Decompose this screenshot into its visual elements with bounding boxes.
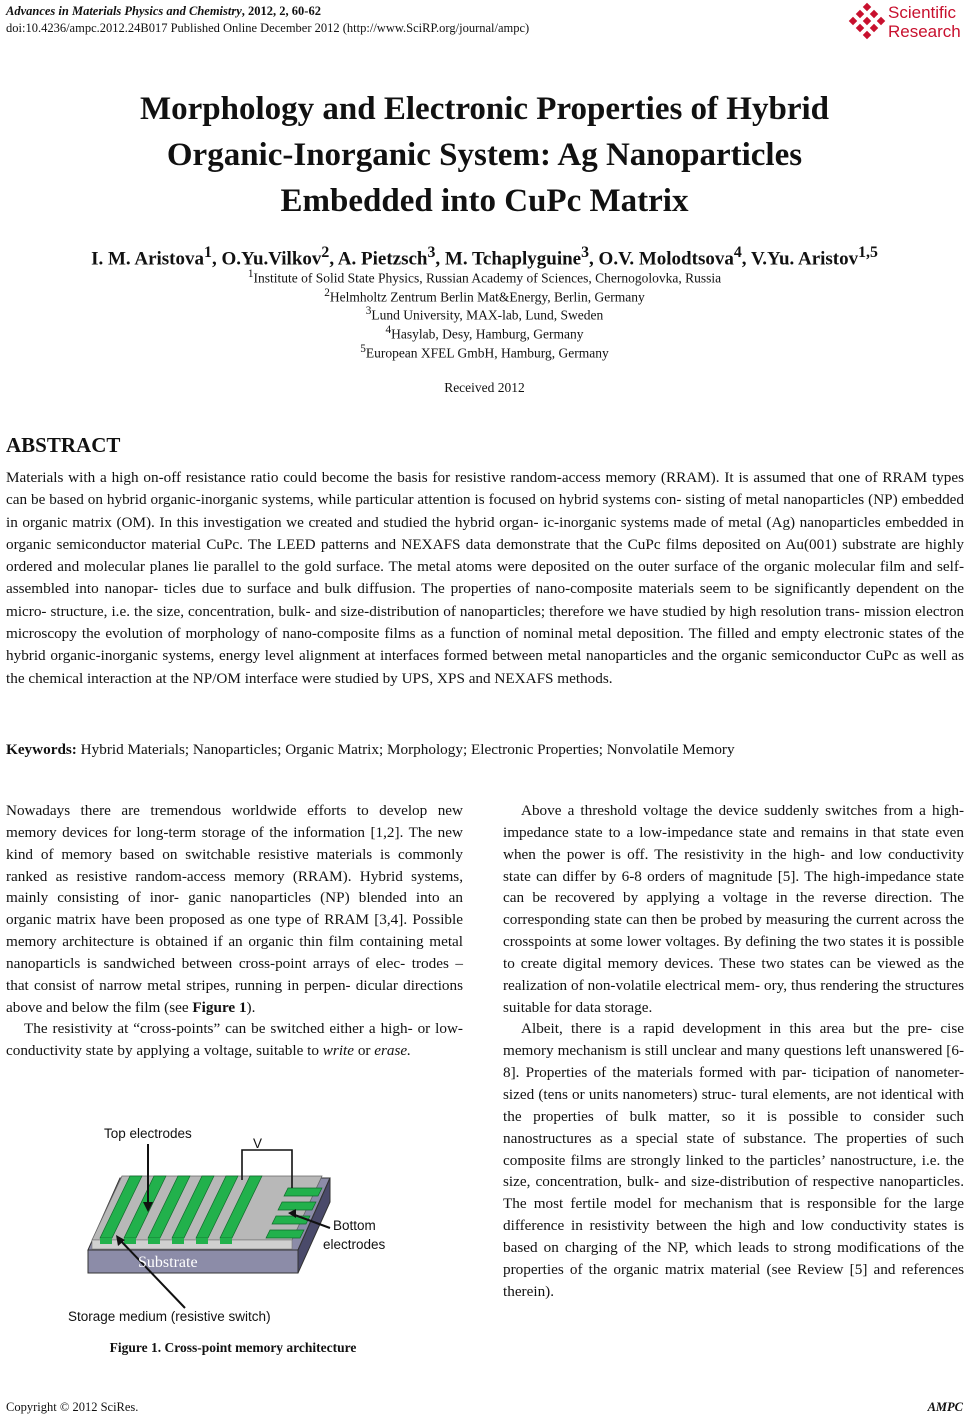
author-name: M. Tchaplyguine <box>444 248 582 270</box>
keywords-label: Keywords: <box>6 741 77 758</box>
author-sup: 3 <box>427 244 436 261</box>
text-line: unanswered [6-8]. Properties of the materials formed with par- <box>503 1042 965 1082</box>
author-sup: 2 <box>321 244 330 261</box>
affiliation-sup: 4 <box>385 324 392 336</box>
paper-title <box>0 86 969 224</box>
abstract-heading: ABSTRACT <box>6 433 121 457</box>
received-date: Received 2012 <box>444 380 525 395</box>
title-line: Embedded into CuPc Matrix <box>280 183 689 219</box>
abstract-line: ic-inorganic systems made of metal (Ag) nanoparticles embedded in organic semiconductor material CuPc. The LEED patterns and <box>6 513 965 553</box>
text-line: trodes – that consist of narrow metal stripes, running in perpen- <box>6 954 463 994</box>
text-line: responsible for the large difference in resistivity between the <box>503 1195 965 1235</box>
affiliation <box>0 287 969 306</box>
keywords-text: Hybrid Materials; Nanoparticles; Organic Matrix; Morphology; Electronic Properties; Nonvolatile Memory <box>76 741 735 758</box>
text-line: high- or low-conductivity state by applying a voltage, suitable <box>6 1020 463 1060</box>
author-name: A. Pietzsch <box>337 248 428 270</box>
affiliation-sup: 5 <box>360 343 366 355</box>
abstract-line: mission electron microscopy the evolution of morphology of nano-composite films as a function of nominal metal deposition. The <box>6 602 965 643</box>
paragraph <box>6 800 463 1018</box>
author-name: O.V. Molodtsova <box>598 248 734 270</box>
figure-caption: Figure 1. Cross-point memory architecture <box>109 1340 357 1355</box>
author-name: V.Yu. Aristov <box>750 248 859 270</box>
affiliation-text: Hasylab, Desy, Hamburg, Germany <box>391 326 584 342</box>
text-line: special state of substance. The properties of such composite <box>503 1129 965 1169</box>
affiliation-sup: 1 <box>247 268 254 280</box>
abstract-body <box>6 467 964 690</box>
text-line: Above a threshold voltage the device suddenly switches from <box>521 802 914 819</box>
affiliation-text: European XFEL GmbH, Hamburg, Germany <box>365 345 609 361</box>
label-bottom-electrodes-1: Bottom <box>333 1218 376 1233</box>
footer-journal-abbrev: AMPC <box>927 1400 963 1414</box>
text-line: new memory devices for long-term storage of the information <box>6 802 463 841</box>
author-sup: 1,5 <box>858 244 878 261</box>
diamond-logo-icon <box>848 2 886 40</box>
abstract-line: one of RRAM types can be based on hybrid organic-inorganic systems, while particular attention is focused on hybrid systems con- <box>6 469 964 509</box>
text-line: matter, so it is possible to consider such nanostructures as a <box>503 1107 964 1147</box>
label-bottom-electrodes-2: electrodes <box>323 1237 386 1252</box>
text-line: nanoparticls is sandwiched between cross-point arrays of elec- <box>6 954 406 972</box>
text-line: it is possible to create digital memory devices. These two states <box>503 933 964 972</box>
author-sup: 3 <box>581 244 590 261</box>
affiliation <box>0 324 969 343</box>
text-line: that state even when the power is off. The resistivity in the <box>503 823 964 863</box>
affiliation-sup: 2 <box>324 287 330 299</box>
footer-copyright: Copyright © 2012 SciRes. <box>6 1400 139 1414</box>
text-line: magnitude [5]. The high-impedance state can be recovered by <box>503 867 965 907</box>
affiliation <box>0 305 969 324</box>
emphasis-write: write <box>322 1042 355 1060</box>
text-line: dicular directions above and below the film (see <box>6 976 464 1016</box>
label-top-electrodes: Top electrodes <box>104 1126 192 1141</box>
author-sup: 4 <box>733 244 742 261</box>
keywords <box>6 741 964 759</box>
figure-reference-link[interactable]: Figure 1 <box>192 998 247 1016</box>
text-line: ganic nanoparticles (NP) blended into an organic matrix have <box>6 889 463 929</box>
text-line: which leads to strong modifications of the properties of the <box>503 1238 965 1278</box>
text-line: been proposed as one type of RRAM [3,4]. Possible memory <box>6 911 463 951</box>
paragraph <box>503 800 964 1018</box>
journal-volume: , 2012, 2, 60-62 <box>241 4 321 18</box>
text-line: a high-impedance state to a low-impedance state and remains in <box>503 802 964 841</box>
figure-cross-point-diagram <box>60 1118 420 1333</box>
text-line: Albeit, there is a rapid development in this area but the pre- <box>521 1020 933 1038</box>
text-line: crosspoints at some lower voltages. By defining the two states <box>503 933 884 951</box>
abstract-line: structure, i.e. the size, concentration, bulk- and size-distribution of nanoparticles; therefore we have studied by high resolution trans- <box>50 602 860 620</box>
abstract-line: nanoparticles and the organic semiconductor CuPc as well as the chemical interaction at the NP/OM interface were studied by UPS, <box>6 647 965 687</box>
text-line: nanoparticles. The most fertile model for mechanism that is <box>503 1173 965 1213</box>
text-line: Nowadays there are tremendous worldwide efforts to develop <box>6 802 428 819</box>
affiliation-sup: 3 <box>365 305 372 317</box>
right-column <box>503 800 964 1302</box>
text-line: [1,2]. The new kind of memory based on switchable resistive <box>6 823 463 863</box>
text-line: The resistivity at “cross-points” can be switched either a <box>24 1020 376 1038</box>
affiliation <box>0 268 969 287</box>
publisher-logo <box>848 2 968 44</box>
author-name: I. M. Aristova <box>91 248 205 270</box>
text-fragment: or <box>354 1042 375 1060</box>
abstract-line: the gold surface. The metal atoms were deposited on the outer surface of the organic molecular film and self-assembled into nanopar- <box>6 558 965 598</box>
text-fragment: ). <box>246 998 256 1016</box>
affiliation-text: Helmholtz Zentrum Berlin Mat&Energy, Berlin, Germany <box>329 289 645 305</box>
text-line: materials is commonly ranked as resistive random-access <box>6 845 463 885</box>
affiliation-text: Institute of Solid State Physics, Russian Academy of Sciences, Chernogolovka, Russia <box>253 270 722 286</box>
text-line: high and low conductivity states is based on charging of the NP, <box>503 1217 964 1256</box>
text-line: memory (RRAM). Hybrid systems, mainly consisting of inor- <box>6 867 463 907</box>
author-sup: 1 <box>204 244 212 261</box>
abstract-line: Materials with a high on-off resistance ratio could become the basis for resistive random-access memory (RRAM). It is assumed that <box>6 469 834 486</box>
left-column <box>6 800 463 1062</box>
text-line: architecture is obtained if an organic thin film containing metal <box>62 933 464 951</box>
title-line: Organic-Inorganic System: Ag Nanoparticles <box>166 137 803 173</box>
logo-text-line1: Scientific <box>888 3 957 22</box>
label-storage-medium: Storage medium (resistive switch) <box>68 1309 271 1324</box>
label-voltage: V <box>253 1136 263 1151</box>
logo-text-line2: Research <box>888 22 961 41</box>
journal-name: Advances in Materials Physics and Chemistry <box>6 4 242 18</box>
paragraph <box>503 1018 964 1302</box>
doi-line: doi:10.4236/ampc.2012.24B017 Published Online December 2012 (http://www.SciRP.org/journal/ampc) <box>6 21 530 35</box>
text-line: films are strongly linked to the particles’ nanostructure, i.e. the <box>570 1151 965 1169</box>
text-line: organic matrix material (see Review [5] and references therein). <box>503 1260 965 1300</box>
affiliation-text: Lund University, MAX-lab, Lund, Sweden <box>371 307 604 323</box>
label-substrate: Substrate <box>138 1254 198 1271</box>
text-line: size, concentration, bulk- and size-distribution of respective <box>503 1173 875 1191</box>
abstract-line: ticles due to surface and bulk diffusion. The properties of nano-composite materials seem to be significantly dependent on the micro- <box>6 580 964 620</box>
paragraph <box>6 1018 463 1062</box>
emphasis-erase: erase. <box>374 1042 411 1060</box>
author-list: I. M. Aristova$^1$, O.Yu.Vilkov$^2$, A. Pietzsch$^3$, M. Tchaplyguine$^3$, O.V. Molodtsova$^4$, V.Yu. Aristov$^{1,5}$ <box>91 244 878 270</box>
abstract-line: XPS and NEXAFS methods. <box>437 669 613 687</box>
abstract-line: sisting of metal nanoparticles (NP) embedded in organic matrix (OM). In this investigation we created and studied the hybrid organ- <box>6 491 965 531</box>
title-line: Morphology and Electronic Properties of Hybrid <box>140 91 829 127</box>
abstract-line: NEXAFS data demonstrate that the CuPc films deposited on Au(001) substrate are highly ordered and molecular planes lie parallel to <box>6 535 964 576</box>
text-line: state can then be probed by measuring the current across the <box>594 911 964 929</box>
text-line: cise memory mechanism is still unclear and many questions left <box>503 1020 964 1060</box>
author-name: O.Yu.Vilkov <box>221 248 322 270</box>
text-line: tural elements, are not identical with the properties of bulk <box>503 1085 965 1125</box>
text-line: can be viewed as the realization of non-volatile electrical mem- <box>503 954 964 994</box>
text-line: applying a voltage in the reverse direction. The corresponding <box>503 889 964 929</box>
abstract-line: filled and empty electronic states of the hybrid organic-inorganic systems, energy level alignment at interfaces formed between metal <box>6 625 964 665</box>
affiliation <box>0 343 969 362</box>
text-line: ory, thus rendering the structures suitable for data storage. <box>503 976 964 1016</box>
text-line: ticipation of nanometer-sized (tens or units nanometers) struc- <box>503 1064 965 1103</box>
text-line: high- and low conductivity state can differ by 6-8 orders of <box>503 845 964 885</box>
text-line: to <box>307 1042 323 1060</box>
running-header <box>6 3 529 37</box>
